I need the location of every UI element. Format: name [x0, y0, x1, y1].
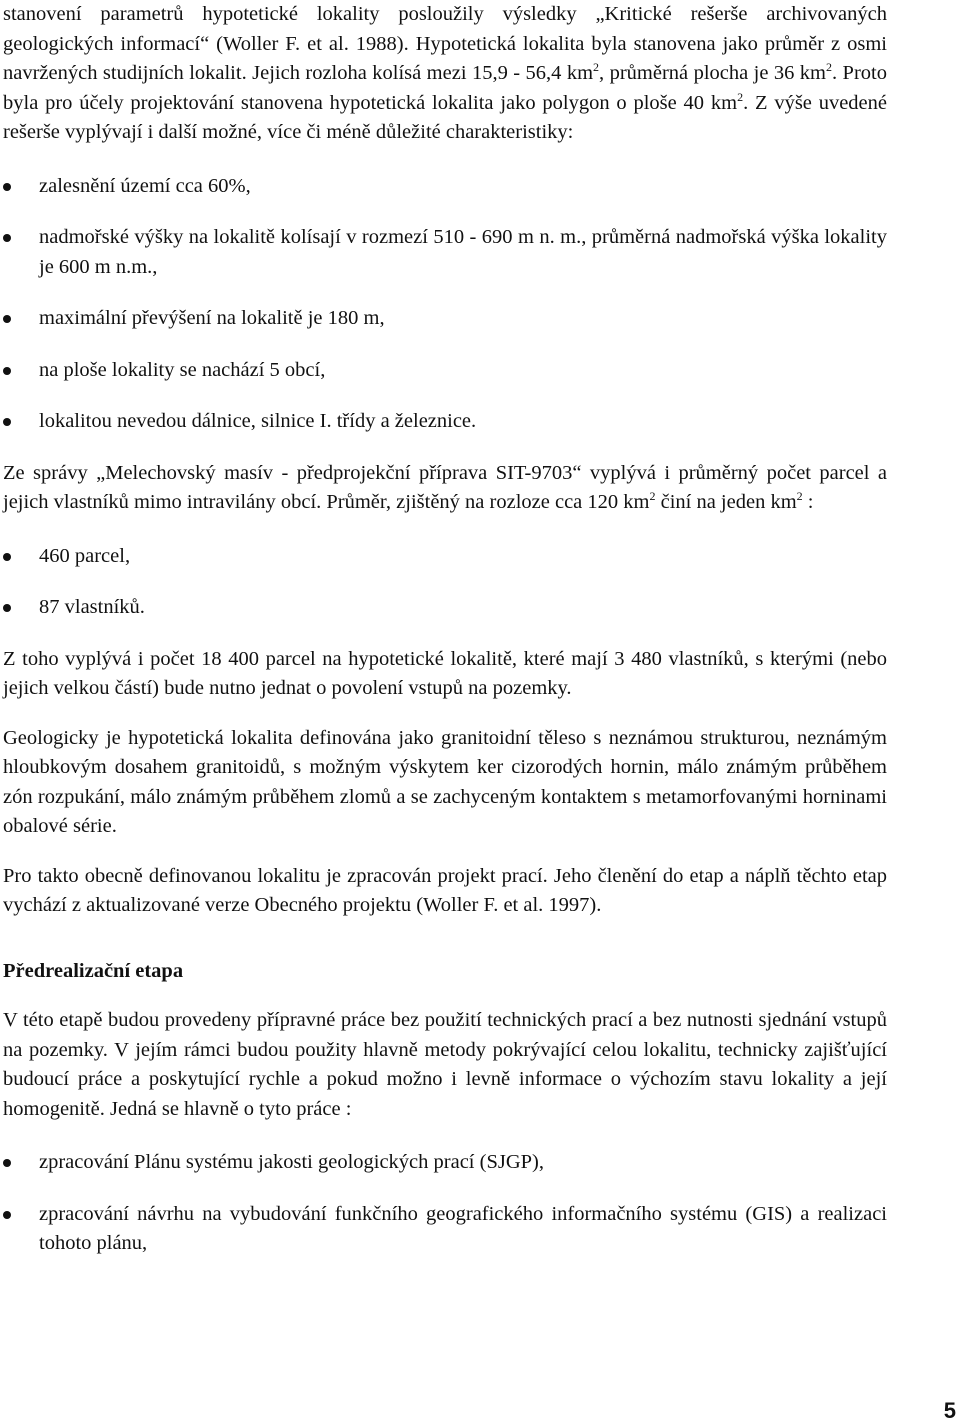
- paragraph-parcel-count: Z toho vyplývá i počet 18 400 parcel na hypotetické lokalitě, které mají 3 480 vlastníků, s kterými (nebo jejich velkou částí) bude nutno jednat o povolení vstupů na pozemky.: [3, 647, 887, 699]
- paragraph-project: Pro takto obecně definovanou lokalitu je zpracován projekt prací. Jeho členění do etap a náplň těchto etap vychází z aktualizované verze Obecného projektu (Woller F. et al. 1997).: [3, 864, 887, 916]
- paragraph-geology: Geologicky je hypotetická lokalita definována jako granitoidní těleso s neznámou strukturou, neznámým hloubkovým dosahem granitoidů, s možným výskytem ker cizorodých hornin, málo známým průběhem zón rozpukání, málo známým průběhem zlomů a se zachyceným kontaktem s metamorfovanými horninami obalové série.: [3, 726, 887, 837]
- list-item: 460 parcel,: [3, 542, 887, 572]
- list-item: 87 vlastníků.: [3, 593, 887, 623]
- document-body: [3, 0, 887, 1259]
- bullet-icon: [3, 1211, 11, 1219]
- section-heading: Předrealizační etapa: [3, 959, 184, 982]
- bullet-icon: [3, 604, 11, 612]
- characteristics-list: [3, 172, 887, 437]
- list-item: na ploše lokality se nachází 5 obcí,: [3, 356, 887, 386]
- bullet-icon: [3, 418, 11, 426]
- page-number: 5: [943, 1398, 956, 1423]
- list-item: zpracování návrhu na vybudování funkčního geografického informačního systému (GIS) a realizaci tohoto plánu,: [3, 1200, 887, 1259]
- bullet-icon: [3, 553, 11, 561]
- bullet-icon: [3, 234, 11, 242]
- list-item: zpracování Plánu systému jakosti geologických prací (SJGP),: [3, 1148, 887, 1178]
- bullet-icon: [3, 315, 11, 323]
- list-item: nadmořské výšky na lokalitě kolísají v rozmezí 510 - 690 m n. m., průměrná nadmořská výška lokality je 600 m n.m.,: [3, 223, 887, 282]
- bullet-icon: [3, 1159, 11, 1167]
- list-item: lokalitou nevedou dálnice, silnice I. třídy a železnice.: [3, 407, 887, 437]
- works-list: [3, 1148, 887, 1259]
- paragraph-melechov-report: Ze správy „Melechovský masív - předprojekční příprava SIT-9703“ vyplývá i průměrný počet parcel a jejich vlastníků mimo intravilány obcí. Průměr, zjištěný na rozloze cca 120 $km^2$ činí na jeden $km^2$ :: [3, 461, 887, 513]
- paragraph-hypothetical-site: stanovení parametrů hypotetické lokality posloužily výsledky „Kritické rešerše archivovaných geologických informací“ (Woller F. et al. 1988). Hypotetická lokalita byla stanovena jako průměr z osmi navržených studijních lokalit. Jejich rozloha kolísá mezi 15,9 - 56,4 $km^2$, průměrná plocha je 36 $km^2$. Proto byla pro účely projektování stanovena hypotetická lokalita jako polygon o ploše 40 $km^2$. Z výše uvedené rešerše vyplývají i další možné, více či méně důležité charakteristiky:: [3, 3, 887, 143]
- list-item: maximální převýšení na lokalitě je 180 m,: [3, 304, 887, 334]
- paragraph-pre-realization: V této etapě budou provedeny přípravné práce bez použití technických prací a bez nutnosti sjednání vstupů na pozemky. V jejím rámci budou použity hlavně metody pokrývající celou lokalitu, technicky zajišťující budoucí práce a poskytující rychle a pokud možno i levně informace o výchozím stavu lokality a její homogenitě. Jedná se hlavně o tyto práce :: [3, 1009, 887, 1120]
- bullet-icon: [3, 367, 11, 375]
- parcel-averages-list: [3, 542, 887, 623]
- list-item: zalesnění území cca 60%,: [3, 172, 887, 202]
- bullet-icon: [3, 183, 11, 191]
